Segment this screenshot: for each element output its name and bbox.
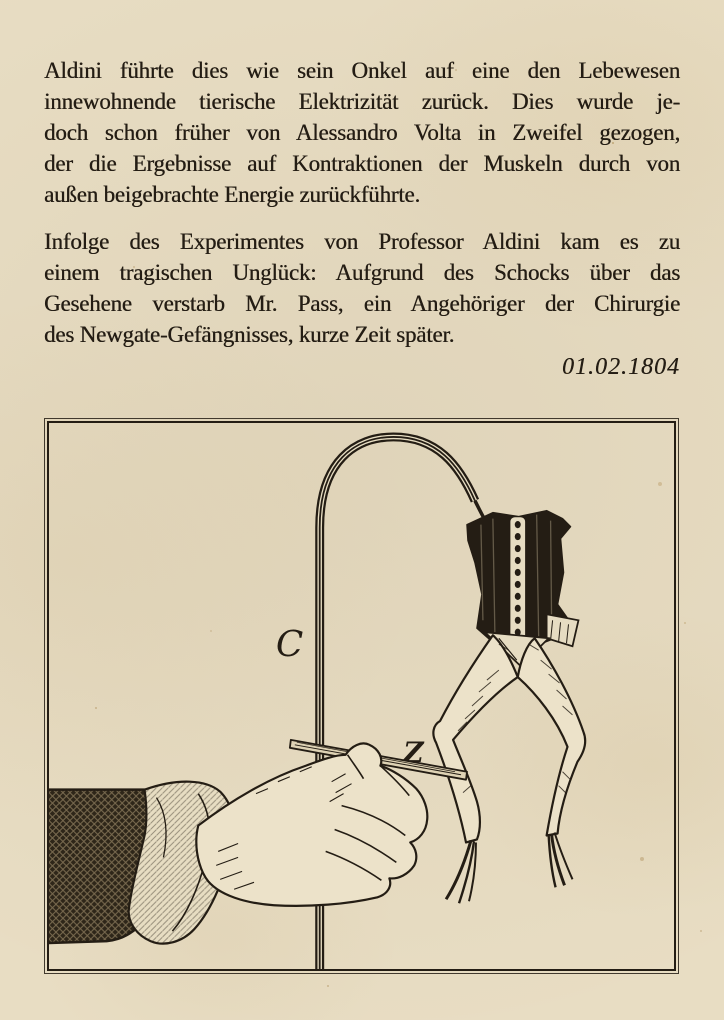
frog-left-leg [433,635,517,842]
label-z: Z [403,735,424,769]
text-line: einem tragischen Unglück: Aufgrund des Schocks über das [44,260,680,285]
text-line: innewohnende tierische Elektrizität zurück. Dies wurde je- [44,89,680,114]
date-line: 01.02.1804 [562,354,680,380]
text-line: doch schon früher von Alessandro Volta in Zweifel gezogen, [44,120,680,145]
spine-holder-apparatus [467,511,578,666]
text-line: Infolge des Experimentes von Professor Aldini kam es zu [44,229,680,254]
frog-right-leg [518,638,585,835]
body-text [44,55,680,350]
label-c: C [275,624,304,666]
frog-left-foot [446,840,476,903]
text-line: des Newgate-Gefängnisses, kurze Zeit später. [44,322,455,347]
paragraph-2 [44,226,680,350]
engraving-illustration [49,423,674,969]
figure-frame [44,418,679,974]
frog-right-foot [549,833,573,888]
text-line: Gesehene verstarb Mr. Pass, ein Angehöriger der Chirurgie [44,291,680,316]
text-line: Aldini führte dies wie sein Onkel auf eine den Lebewesen [44,58,680,83]
hand [196,743,427,905]
text-line: außen beigebrachte Energie zurückführte. [44,182,420,207]
paragraph-1 [44,55,680,210]
text-line: der die Ergebnisse auf Kontraktionen der Muskeln durch von [44,151,680,176]
figure-border [47,421,676,971]
